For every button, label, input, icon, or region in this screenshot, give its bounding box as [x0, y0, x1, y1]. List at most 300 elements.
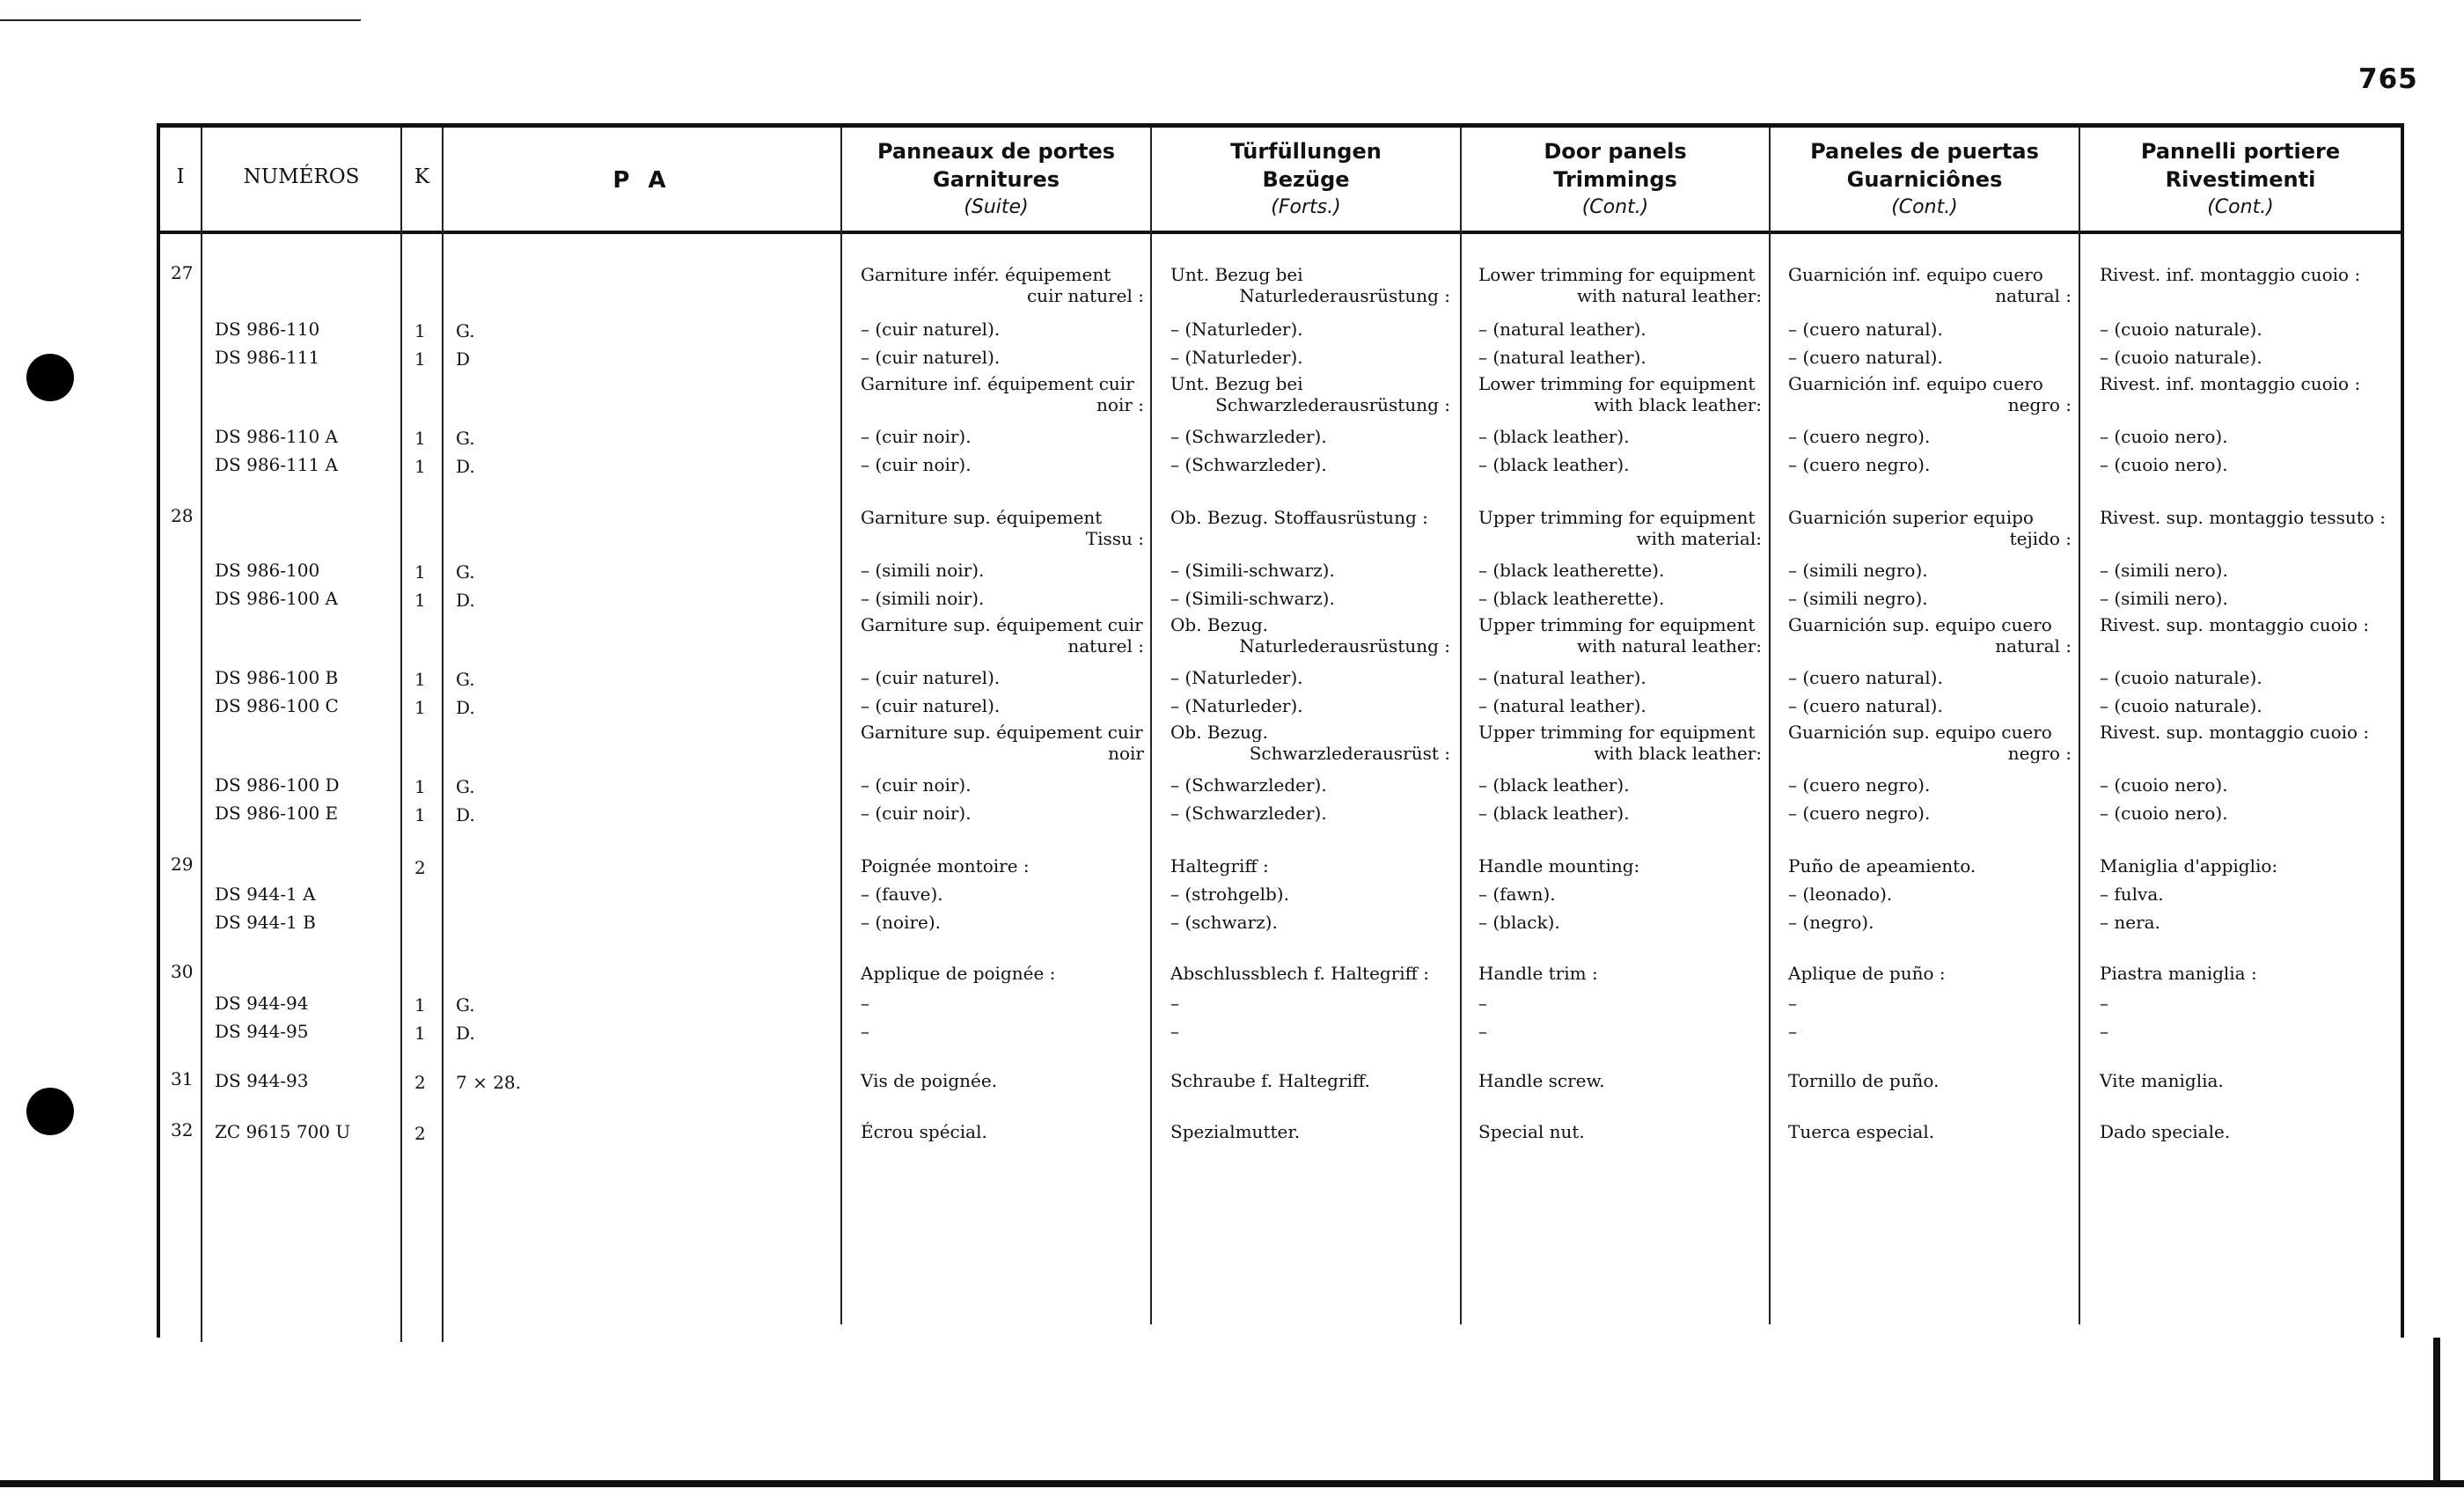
- description-cell: [2100, 803, 2399, 824]
- description-cell: [861, 667, 1144, 688]
- description-cell: [2100, 347, 2399, 368]
- description-line: Special nut.: [1478, 1121, 1585, 1142]
- description-cell: [1170, 1070, 1450, 1091]
- description-continuation: with natural leather:: [1577, 635, 1762, 656]
- part-number: DS 986-100 C: [215, 695, 339, 716]
- item-index: 27: [171, 262, 194, 283]
- header-title: Panneaux de portes: [876, 139, 1116, 164]
- description-continuation: tejido :: [2009, 528, 2072, 549]
- header-subtitle: Rivestimenti: [2165, 167, 2316, 192]
- description-cell: [1788, 319, 2072, 340]
- description-line: – (cuir noir).: [861, 426, 972, 447]
- quantity-k: 2: [414, 857, 426, 878]
- description-continuation: natural :: [1995, 635, 2072, 656]
- description-line: – (cuero negro).: [1788, 774, 1931, 796]
- position-pa: G.: [456, 994, 475, 1016]
- description-cell: [861, 722, 1144, 764]
- bottom-rule: [0, 1480, 2464, 1487]
- description-line: – (cuero negro).: [1788, 454, 1931, 475]
- description-line: Vis de poignée.: [861, 1070, 998, 1091]
- description-cell: [1788, 803, 2072, 824]
- part-number: DS 986-111: [215, 347, 320, 368]
- description-cell: [861, 454, 1144, 475]
- description-line: – (cuir naturel).: [861, 319, 1001, 340]
- description-line: – (black leather).: [1478, 426, 1630, 447]
- description-line: – (black leather).: [1478, 803, 1630, 824]
- column-divider: [201, 128, 202, 1342]
- description-cell: [861, 774, 1144, 796]
- description-cell: [1170, 347, 1450, 368]
- description-cell: [1170, 426, 1450, 447]
- part-number: DS 944-1 B: [215, 912, 316, 933]
- description-cell: [2100, 993, 2399, 1014]
- column-divider: [840, 128, 842, 1324]
- description-line: – (negro).: [1788, 912, 1874, 933]
- description-line: Poignée montoire :: [861, 855, 1030, 876]
- description-line: Rivest. sup. montaggio tessuto :: [2100, 507, 2386, 528]
- item-index: 30: [171, 961, 194, 982]
- description-cell: [1170, 264, 1450, 306]
- part-number: ZC 9615 700 U: [215, 1121, 351, 1142]
- part-number: DS 986-100 D: [215, 774, 340, 796]
- description-cell: [1170, 454, 1450, 475]
- part-number: DS 986-100 A: [215, 588, 338, 609]
- description-line: – (cuero natural).: [1788, 347, 1943, 368]
- description-cell: [1170, 319, 1450, 340]
- description-cell: [861, 1021, 1144, 1042]
- quantity-k: 1: [414, 1023, 426, 1044]
- description-line: – (Schwarzleder).: [1170, 454, 1327, 475]
- description-line: – (cuero negro).: [1788, 803, 1931, 824]
- column-divider: [442, 128, 444, 1342]
- description-cell: [2100, 426, 2399, 447]
- description-cell: [1788, 963, 2072, 984]
- description-line: –: [2100, 1021, 2108, 1042]
- description-cell: [1788, 264, 2072, 306]
- description-continuation: Naturlederausrüstung :: [1239, 285, 1450, 306]
- description-cell: [2100, 319, 2399, 340]
- description-line: Upper trimming for equipment: [1478, 614, 1756, 635]
- quantity-k: 1: [414, 428, 426, 449]
- description-line: Guarnición inf. equipo cuero: [1788, 264, 2043, 285]
- quantity-k: 1: [414, 320, 426, 341]
- description-cell: [2100, 884, 2399, 905]
- description-cell: [2100, 912, 2399, 933]
- description-cell: [1478, 803, 1762, 824]
- description-line: – (noire).: [861, 912, 942, 933]
- description-cell: [861, 614, 1144, 656]
- position-pa: D.: [456, 1023, 475, 1044]
- description-cell: [2100, 1021, 2399, 1042]
- description-line: – (cuoio nero).: [2100, 454, 2228, 475]
- description-continuation: Schwarzlederausrüstung :: [1215, 394, 1450, 415]
- description-cell: [861, 963, 1144, 984]
- description-cell: [861, 264, 1144, 306]
- description-line: – (cuoio naturale).: [2100, 667, 2262, 688]
- description-cell: [861, 347, 1144, 368]
- description-cell: [861, 855, 1144, 876]
- description-line: – (simili negro).: [1788, 560, 1928, 581]
- description-line: – (cuoio nero).: [2100, 426, 2228, 447]
- description-line: – (Naturleder).: [1170, 667, 1303, 688]
- description-cell: [861, 560, 1144, 581]
- description-cell: [1478, 426, 1762, 447]
- part-number: DS 944-95: [215, 1021, 309, 1042]
- quantity-k: 1: [414, 348, 426, 370]
- description-cell: [1170, 614, 1450, 656]
- header-note: (Suite): [964, 196, 1029, 218]
- part-number: DS 944-94: [215, 993, 309, 1014]
- description-cell: [2100, 695, 2399, 716]
- description-line: – (black).: [1478, 912, 1560, 933]
- description-line: Haltegriff :: [1170, 855, 1269, 876]
- description-cell: [861, 319, 1144, 340]
- description-line: – (cuir naturel).: [861, 695, 1001, 716]
- header-col-numeros: NUMÉROS: [243, 165, 360, 188]
- description-cell: [1788, 774, 2072, 796]
- description-line: Garniture inf. équipement cuir: [861, 373, 1134, 394]
- quantity-k: 1: [414, 994, 426, 1016]
- description-line: Ob. Bezug.: [1170, 614, 1269, 635]
- description-cell: [1478, 264, 1762, 306]
- description-cell: [1788, 347, 2072, 368]
- description-cell: [1788, 1021, 2072, 1042]
- description-cell: [1478, 855, 1762, 876]
- description-line: – (natural leather).: [1478, 319, 1646, 340]
- description-continuation: Tissu :: [1085, 528, 1144, 549]
- description-line: – (cuoio naturale).: [2100, 347, 2262, 368]
- description-line: – (cuoio nero).: [2100, 774, 2228, 796]
- description-line: Rivest. inf. montaggio cuoio :: [2100, 264, 2361, 285]
- description-line: – (Simili-schwarz).: [1170, 560, 1335, 581]
- description-line: – (simili noir).: [861, 588, 985, 609]
- description-line: –: [1478, 993, 1487, 1014]
- part-number: DS 986-110 A: [215, 426, 338, 447]
- description-cell: [1788, 722, 2072, 764]
- description-cell: [1170, 667, 1450, 688]
- position-pa: G.: [456, 320, 475, 341]
- quantity-k: 1: [414, 804, 426, 825]
- description-line: – (cuero natural).: [1788, 695, 1943, 716]
- quantity-k: 1: [414, 669, 426, 690]
- description-cell: [1478, 560, 1762, 581]
- header-lang-fr: [842, 137, 1150, 222]
- item-index: 28: [171, 505, 194, 526]
- description-cell: [2100, 963, 2399, 984]
- description-cell: [1788, 588, 2072, 609]
- position-pa: D.: [456, 804, 475, 825]
- description-line: Maniglia d'appigliο:: [2100, 855, 2278, 876]
- description-line: – (Naturleder).: [1170, 319, 1303, 340]
- header-lang-en: [1462, 137, 1769, 222]
- header-lang-it: [2080, 137, 2401, 222]
- description-line: Upper trimming for equipment: [1478, 507, 1756, 528]
- description-cell: [1170, 1021, 1450, 1042]
- column-divider: [1769, 128, 1771, 1324]
- part-number: DS 986-100 E: [215, 803, 339, 824]
- header-subtitle: Garnitures: [933, 167, 1060, 192]
- description-cell: [1478, 695, 1762, 716]
- description-line: Guarnición inf. equipo cuero: [1788, 373, 2043, 394]
- description-line: Applique de poignée :: [861, 963, 1056, 984]
- description-line: – (cuero natural).: [1788, 667, 1943, 688]
- description-line: –: [1170, 993, 1179, 1014]
- description-line: Rivest. sup. montaggio cuoio :: [2100, 614, 2370, 635]
- description-cell: [2100, 774, 2399, 796]
- description-cell: [1478, 507, 1762, 549]
- part-number: DS 986-100 B: [215, 667, 339, 688]
- header-col-k: K: [414, 165, 430, 188]
- header-title: Door panels: [1544, 139, 1687, 164]
- header-subtitle: Bezüge: [1262, 167, 1350, 192]
- description-cell: [861, 1070, 1144, 1091]
- description-line: Schraube f. Haltegriff.: [1170, 1070, 1370, 1091]
- column-divider: [400, 128, 402, 1342]
- item-index: 29: [171, 854, 194, 875]
- description-line: – (natural leather).: [1478, 695, 1646, 716]
- description-cell: [1478, 319, 1762, 340]
- description-line: Ob. Bezug.: [1170, 722, 1269, 743]
- position-pa: G.: [456, 561, 475, 583]
- description-continuation: natural :: [1995, 285, 2072, 306]
- description-line: – (simili negro).: [1788, 588, 1928, 609]
- page-number: 765: [2358, 63, 2418, 95]
- description-cell: [861, 912, 1144, 933]
- quantity-k: 2: [414, 1072, 426, 1093]
- description-cell: [1788, 560, 2072, 581]
- description-line: –: [861, 993, 869, 1014]
- description-cell: [1170, 855, 1450, 876]
- description-cell: [1478, 1070, 1762, 1091]
- description-cell: [861, 373, 1144, 415]
- position-pa: D.: [456, 456, 475, 477]
- description-line: – (Schwarzleder).: [1170, 426, 1327, 447]
- description-cell: [861, 1121, 1144, 1142]
- description-line: – (fauve).: [861, 884, 943, 905]
- description-cell: [1478, 614, 1762, 656]
- header-col-i: I: [176, 165, 185, 188]
- description-cell: [1478, 963, 1762, 984]
- description-cell: [2100, 614, 2399, 635]
- description-line: Aplique de puño :: [1788, 963, 1946, 984]
- description-cell: [1788, 454, 2072, 475]
- position-pa: G.: [456, 669, 475, 690]
- description-continuation: noir: [1108, 743, 1144, 764]
- description-line: – (Schwarzleder).: [1170, 803, 1327, 824]
- part-number: DS 944-1 A: [215, 884, 316, 905]
- header-title: Türfüllungen: [1230, 139, 1382, 164]
- description-line: Unt. Bezug bei: [1170, 264, 1303, 285]
- description-line: Dado speciale.: [2100, 1121, 2231, 1142]
- description-line: Spezialmutter.: [1170, 1121, 1301, 1142]
- description-cell: [1170, 993, 1450, 1014]
- description-cell: [1170, 912, 1450, 933]
- header-note: (Forts.): [1271, 196, 1341, 218]
- description-line: –: [1788, 993, 1797, 1014]
- header-subtitle: Guarniciônes: [1846, 167, 2003, 192]
- description-cell: [2100, 667, 2399, 688]
- header-note: (Cont.): [2207, 196, 2274, 218]
- description-line: – (Simili-schwarz).: [1170, 588, 1335, 609]
- position-pa: 7 × 28.: [456, 1072, 522, 1093]
- description-continuation: cuir naturel :: [1026, 285, 1144, 306]
- description-cell: [861, 993, 1144, 1014]
- quantity-k: 1: [414, 456, 426, 477]
- description-line: – (natural leather).: [1478, 667, 1646, 688]
- description-line: – (black leather).: [1478, 774, 1630, 796]
- description-cell: [1170, 963, 1450, 984]
- description-cell: [1478, 884, 1762, 905]
- description-line: Guarnición superior equipo: [1788, 507, 2034, 528]
- description-cell: [1478, 588, 1762, 609]
- description-cell: [1170, 373, 1450, 415]
- description-line: Puño de apeamiento.: [1788, 855, 1976, 876]
- description-line: – (cuir noir).: [861, 454, 972, 475]
- description-cell: [1788, 912, 2072, 933]
- description-line: – (leonado).: [1788, 884, 1893, 905]
- position-pa: G.: [456, 776, 475, 797]
- quantity-k: 1: [414, 697, 426, 718]
- item-index: 31: [171, 1068, 194, 1089]
- description-cell: [1788, 855, 2072, 876]
- description-cell: [1170, 803, 1450, 824]
- description-cell: [2100, 454, 2399, 475]
- description-line: – (cuir noir).: [861, 803, 972, 824]
- description-line: – (strohgelb).: [1170, 884, 1289, 905]
- description-cell: [1478, 667, 1762, 688]
- description-cell: [1788, 1121, 2072, 1142]
- description-line: Garniture sup. équipement cuir: [861, 722, 1143, 743]
- part-number: DS 944-93: [215, 1070, 309, 1091]
- description-line: – (black leather).: [1478, 454, 1630, 475]
- description-cell: [1788, 993, 2072, 1014]
- description-line: –: [1478, 1021, 1487, 1042]
- description-continuation: with black leather:: [1594, 394, 1762, 415]
- description-cell: [1478, 454, 1762, 475]
- header-note: (Cont.): [1891, 196, 1958, 218]
- description-cell: [1170, 774, 1450, 796]
- description-line: – (black leatherette).: [1478, 560, 1665, 581]
- description-continuation: with black leather:: [1594, 743, 1762, 764]
- part-number: DS 986-110: [215, 319, 320, 340]
- description-cell: [861, 695, 1144, 716]
- description-cell: [1788, 373, 2072, 415]
- column-divider: [2079, 128, 2080, 1324]
- part-number: DS 986-111 A: [215, 454, 338, 475]
- description-cell: [1170, 1121, 1450, 1142]
- description-cell: [2100, 373, 2399, 394]
- description-line: Upper trimming for equipment: [1478, 722, 1756, 743]
- description-line: – (Naturleder).: [1170, 347, 1303, 368]
- header-title: Paneles de puertas: [1810, 139, 2039, 164]
- description-continuation: negro :: [2007, 394, 2072, 415]
- description-cell: [2100, 588, 2399, 609]
- description-line: Garniture sup. équipement: [861, 507, 1103, 528]
- description-line: Unt. Bezug bei: [1170, 373, 1303, 394]
- description-line: – (black leatherette).: [1478, 588, 1665, 609]
- description-line: Garniture infér. équipement: [861, 264, 1111, 285]
- quantity-k: 2: [414, 1123, 426, 1144]
- description-cell: [1478, 1021, 1762, 1042]
- position-pa: G.: [456, 428, 475, 449]
- description-line: Handle screw.: [1478, 1070, 1605, 1091]
- description-cell: [1788, 614, 2072, 656]
- description-line: – (cuir noir).: [861, 774, 972, 796]
- description-cell: [1788, 1070, 2072, 1091]
- description-cell: [861, 588, 1144, 609]
- description-line: – (Schwarzleder).: [1170, 774, 1327, 796]
- description-line: – (fawn).: [1478, 884, 1556, 905]
- description-line: – (simili nero).: [2100, 588, 2228, 609]
- description-cell: [1170, 588, 1450, 609]
- description-cell: [861, 507, 1144, 549]
- description-line: – (natural leather).: [1478, 347, 1646, 368]
- description-cell: [1788, 667, 2072, 688]
- description-cell: [1478, 774, 1762, 796]
- description-line: –: [1788, 1021, 1797, 1042]
- header-subtitle: Trimmings: [1553, 167, 1677, 192]
- description-line: Écrou spécial.: [861, 1121, 987, 1142]
- part-number: DS 986-100: [215, 560, 320, 581]
- description-cell: [1478, 347, 1762, 368]
- description-cell: [861, 884, 1144, 905]
- description-cell: [2100, 507, 2399, 528]
- header-rule: [157, 231, 2404, 234]
- description-line: Guarnición sup. equipo cuero: [1788, 614, 2052, 635]
- description-line: Ob. Bezug. Stoffausrüstung :: [1170, 507, 1428, 528]
- binder-hole-bottom: [26, 1088, 74, 1135]
- description-cell: [1478, 373, 1762, 415]
- description-cell: [1788, 695, 2072, 716]
- description-cell: [1478, 1121, 1762, 1142]
- description-line: – nera.: [2100, 912, 2160, 933]
- description-line: – fulva.: [2100, 884, 2164, 905]
- header-note: (Cont.): [1581, 196, 1649, 218]
- description-line: – (cuir naturel).: [861, 347, 1001, 368]
- description-line: – (Naturleder).: [1170, 695, 1303, 716]
- description-line: Abschlussblech f. Haltegriff :: [1170, 963, 1429, 984]
- description-line: Lower trimming for equipment: [1478, 373, 1756, 394]
- description-cell: [1788, 426, 2072, 447]
- description-line: – (simili nero).: [2100, 560, 2228, 581]
- column-divider: [1150, 128, 1152, 1324]
- description-cell: [2100, 1070, 2399, 1091]
- description-continuation: naturel :: [1067, 635, 1144, 656]
- description-continuation: with natural leather:: [1577, 285, 1762, 306]
- description-line: – (cuir naturel).: [861, 667, 1001, 688]
- quantity-k: 1: [414, 590, 426, 611]
- header-col-pa: P A: [612, 167, 671, 194]
- description-line: Rivest. inf. montaggio cuoio :: [2100, 373, 2361, 394]
- description-cell: [1478, 722, 1762, 764]
- description-line: Lower trimming for equipment: [1478, 264, 1756, 285]
- description-line: Handle trim :: [1478, 963, 1598, 984]
- description-cell: [2100, 264, 2399, 285]
- description-cell: [2100, 560, 2399, 581]
- description-cell: [1170, 560, 1450, 581]
- binder-hole-top: [26, 354, 74, 401]
- description-line: –: [861, 1021, 869, 1042]
- description-cell: [1788, 507, 2072, 549]
- description-continuation: negro :: [2007, 743, 2072, 764]
- description-cell: [1788, 884, 2072, 905]
- position-pa: D: [456, 348, 471, 370]
- right-edge-bar: [2433, 1338, 2440, 1480]
- description-line: Guarnición sup. equipo cuero: [1788, 722, 2052, 743]
- description-line: Vite maniglia.: [2100, 1070, 2224, 1091]
- description-cell: [2100, 722, 2399, 743]
- description-line: – (simili noir).: [861, 560, 985, 581]
